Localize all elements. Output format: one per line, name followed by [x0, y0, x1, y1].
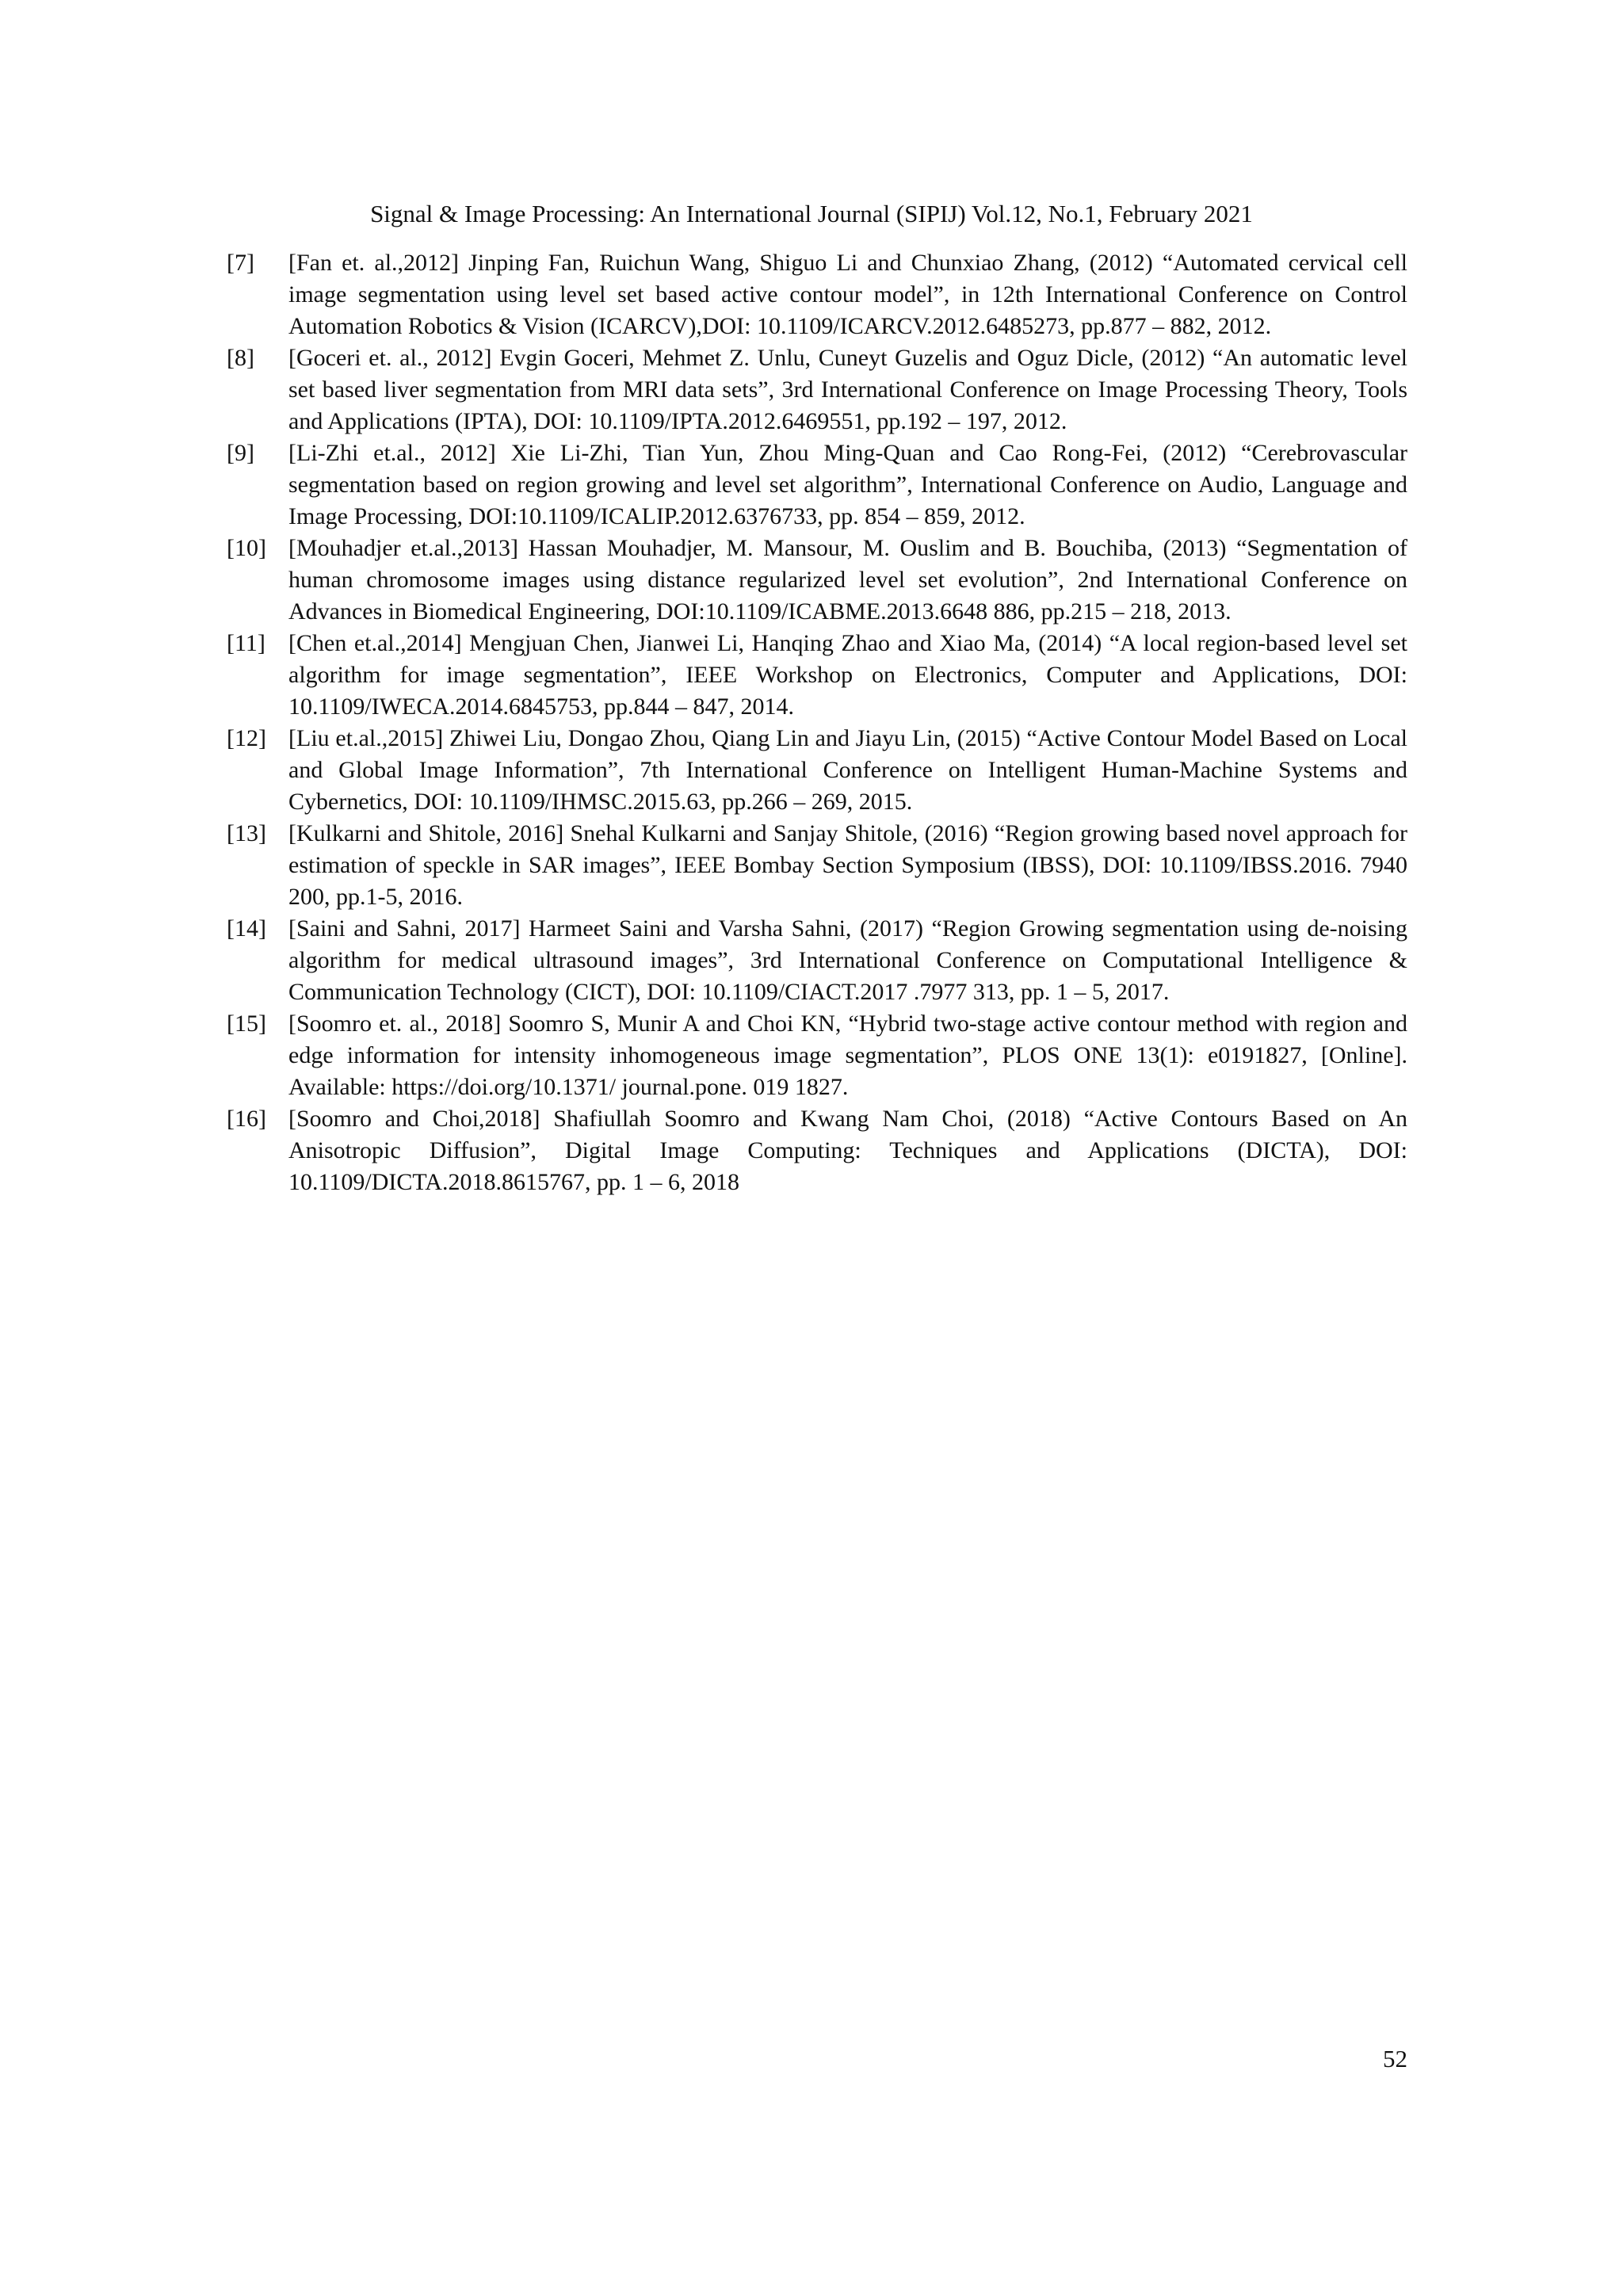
reference-text: [Mouhadjer et.al.,2013] Hassan Mouhadjer, M. Mansour, M. Ouslim and B. Bouchiba, (2013) “Segmentation of human chromosome images using distance regularized level set evolution”, 2nd International Conference on Advances in Biomedical Engineering, DOI:10.1109/ICABME.2013.6648 886, pp.215 – 218, 2013. [288, 535, 1407, 625]
reference-number: [8] [227, 345, 254, 371]
reference-item [227, 818, 1407, 913]
reference-item [227, 342, 1407, 437]
reference-text: [Fan et. al.,2012] Jinping Fan, Ruichun Wang, Shiguo Li and Chunxiao Zhang, (2012) “Automated cervical cell image segmentation using level set based active contour model”, in 12th International Conference on Control Automation Robotics & Vision (ICARCV),DOI: 10.1109/ICARCV.2012.6485273, pp.877 – 882, 2012. [288, 250, 1407, 339]
reference-item [227, 533, 1407, 628]
reference-number: [14] [227, 915, 266, 942]
reference-text: [Saini and Sahni, 2017] Harmeet Saini and Varsha Sahni, (2017) “Region Growing segmentation using de-noising algorithm for medical ultrasound images”, 3rd International Conference on Computational Intelligence & Communication Technology (CICT), DOI: 10.1109/CIACT.2017 .7977 313, pp. 1 – 5, 2017. [288, 915, 1407, 1005]
reference-item [227, 1103, 1407, 1198]
running-header: Signal & Image Processing: An International Journal (SIPIJ) Vol.12, No.1, February 2021 [370, 200, 1253, 227]
reference-item [227, 628, 1407, 723]
reference-item [227, 723, 1407, 818]
reference-text: [Chen et.al.,2014] Mengjuan Chen, Jianwei Li, Hanqing Zhao and Xiao Ma, (2014) “A local region-based level set algorithm for image segmentation”, IEEE Workshop on Electronics, Computer and Applications, DOI: 10.1109/IWECA.2014.6845753, pp.844 – 847, 2014. [288, 630, 1407, 720]
reference-number: [9] [227, 440, 254, 466]
reference-number: [12] [227, 725, 266, 751]
reference-item [227, 247, 1407, 342]
reference-number: [16] [227, 1106, 266, 1132]
reference-text: [Li-Zhi et.al., 2012] Xie Li-Zhi, Tian Yun, Zhou Ming-Quan and Cao Rong-Fei, (2012) “Cerebrovascular segmentation based on region growing and level set algorithm”, International Conference on Audio, Language and Image Processing, DOI:10.1109/ICALIP.2012.6376733, pp. 854 – 859, 2012. [288, 440, 1407, 529]
reference-text: [Soomro et. al., 2018] Soomro S, Munir A and Choi KN, “Hybrid two-stage active contour method with region and edge information for intensity inhomogeneous image segmentation”, PLOS ONE 13(1): e0191827, [Online]. Available: https://doi.org/10.1371/ journal.pone. 019 1827. [288, 1010, 1407, 1100]
reference-text: [Kulkarni and Shitole, 2016] Snehal Kulkarni and Sanjay Shitole, (2016) “Region growing based novel approach for estimation of speckle in SAR images”, IEEE Bombay Section Symposium (IBSS), DOI: 10.1109/IBSS.2016. 7940 200, pp.1-5, 2016. [288, 820, 1407, 910]
reference-item [227, 1008, 1407, 1103]
reference-item [227, 913, 1407, 1008]
reference-number: [10] [227, 535, 266, 561]
reference-number: [7] [227, 250, 254, 276]
reference-number: [15] [227, 1010, 266, 1037]
reference-number: [11] [227, 630, 265, 656]
reference-number: [13] [227, 820, 266, 846]
reference-list [227, 247, 1407, 1198]
reference-text: [Soomro and Choi,2018] Shafiullah Soomro and Kwang Nam Choi, (2018) “Active Contours Based on An Anisotropic Diffusion”, Digital Image Computing: Techniques and Applications (DICTA), DOI: 10.1109/DICTA.2018.8615767, pp. 1 – 6, 2018 [288, 1106, 1407, 1195]
reference-item [227, 437, 1407, 533]
page-number: 52 [1383, 2045, 1407, 2073]
reference-text: [Liu et.al.,2015] Zhiwei Liu, Dongao Zhou, Qiang Lin and Jiayu Lin, (2015) “Active Contour Model Based on Local and Global Image Information”, 7th International Conference on Intelligent Human-Machine Systems and Cybernetics, DOI: 10.1109/IHMSC.2015.63, pp.266 – 269, 2015. [288, 725, 1407, 815]
reference-text: [Goceri et. al., 2012] Evgin Goceri, Mehmet Z. Unlu, Cuneyt Guzelis and Oguz Dicle, (2012) “An automatic level set based liver segmentation from MRI data sets”, 3rd International Conference on Image Processing Theory, Tools and Applications (IPTA), DOI: 10.1109/IPTA.2012.6469551, pp.192 – 197, 2012. [288, 345, 1407, 434]
